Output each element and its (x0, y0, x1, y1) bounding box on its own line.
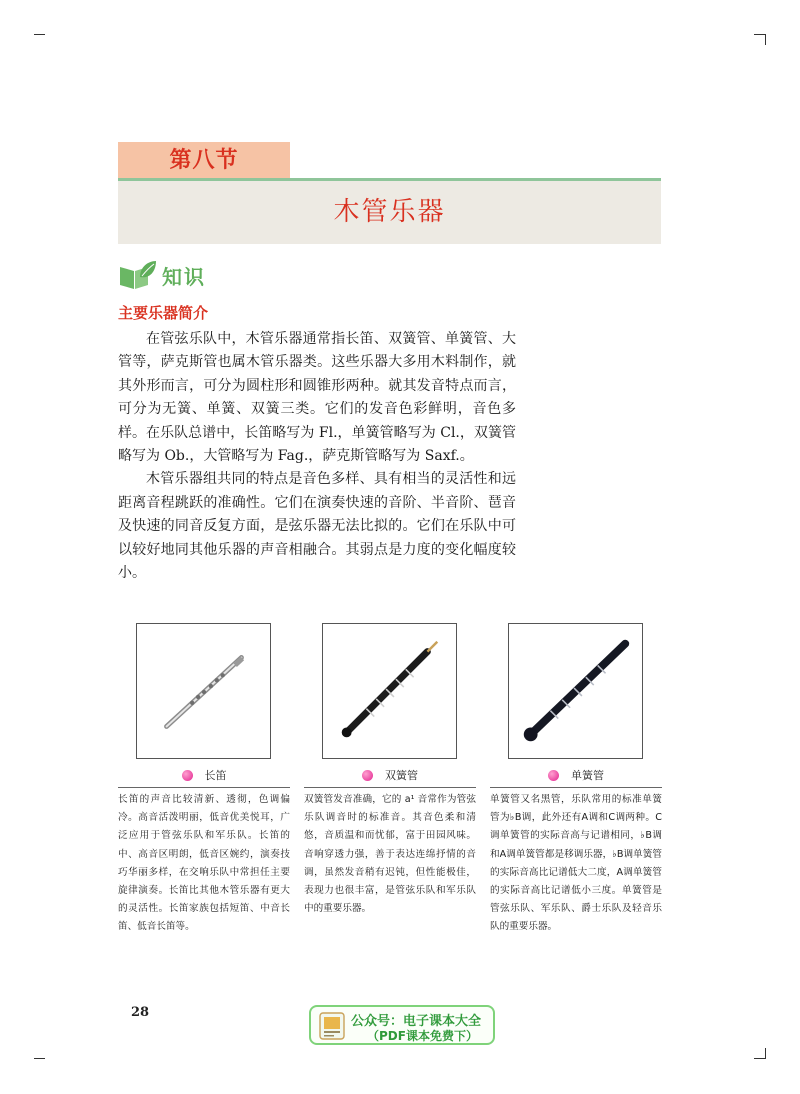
section-number: 第八节 (118, 142, 290, 180)
wechat-book-badge-icon (319, 1012, 345, 1040)
subheading: 主要乐器简介 (118, 304, 209, 322)
crop-mark (34, 34, 45, 35)
caption-label: 单簧管 (571, 769, 604, 782)
paragraph: 在管弦乐队中，木管乐器通常指长笛、双簧管、单簧管、大管等，萨克斯管也属木管乐器类。这些乐器大多用木料制作，就其外形而言，可分为圆柱形和圆锥形两种。就其发音特点而言，可分为无簧、单簧、双簧三类。它们的发音色彩鲜明，音色多样。在乐队总谱中，长笛略写为 Fl.，单簧管略写为 Cl.，双簧管略写为 Ob.，大管略写为 Fag.，萨克斯管略写为 Saxf.。 (118, 331, 516, 465)
page-number: 28 (131, 1005, 150, 1020)
knowledge-heading (118, 258, 206, 292)
paragraph: 木管乐器组共同的特点是音色多样、具有相当的灵活性和远距离音程跳跃的准确性。它们在演奏快速的音阶、半音阶、琶音及快速的同音反复方面，是弦乐器无法比拟的。它们在乐队中可以较好地同其他乐器的声音相融合。其弱点是力度的变化幅度较小。 (118, 471, 516, 582)
caption-label: 长笛 (204, 769, 227, 782)
section-title: 木管乐器 (118, 181, 661, 244)
promo-line-1: 公众号：电子课本大全 (351, 1014, 482, 1029)
caption-rule (490, 787, 662, 788)
clarinet-photo (508, 623, 643, 759)
caption-label: 双簧管 (385, 769, 418, 782)
section-header (118, 142, 661, 244)
oboe-photo (322, 623, 457, 759)
promo-banner (309, 1005, 495, 1045)
knowledge-label: 知识 (162, 264, 206, 289)
bullet-dot-icon (548, 770, 559, 781)
promo-line-2: （PDF课本免费下） (367, 1029, 478, 1043)
flute-photo (136, 623, 271, 759)
body-text (118, 328, 516, 585)
clarinet-description: 单簧管又名黑管，乐队常用的标准单簧管为♭B调，此外还有A调和C调两种。C调单簧管的实际音高与记谱相同，♭B调和A调单簧管都是移调乐器，♭B调单簧管的实际音高比记谱低大二度，A调单簧管的实际音高比记谱低小三度。单簧管是管弦乐队、军乐队、爵士乐队及轻音乐队的重要乐器。 (490, 794, 662, 933)
book-leaf-icon (118, 259, 158, 291)
bullet-dot-icon (362, 770, 373, 781)
crop-mark (34, 1058, 45, 1059)
caption-rule (118, 787, 290, 788)
bullet-dot-icon (182, 770, 193, 781)
caption-rule (304, 787, 476, 788)
caption-flute (118, 766, 290, 784)
caption-oboe (304, 766, 476, 784)
caption-clarinet (490, 766, 662, 784)
crop-mark (765, 34, 766, 45)
oboe-description: 双簧管发音准确，它的 a¹ 音常作为管弦乐队调音时的标准音。其音色柔和清悠，音质温和而忧郁，富于田园风味。音响穿透力强，善于表达连绵抒情的音调，虽然发音稍有迟钝，但性能极佳，表现力也很丰富，是管弦乐队和军乐队中的重要乐器。 (304, 794, 476, 915)
flute-description: 长笛的声音比较清新、透彻，色调偏冷。高音活泼明丽，低音优美悦耳，广泛应用于管弦乐队和军乐队。长笛的中、高音区明朗，低音区婉约，演奏技巧华丽多样，在交响乐队中常担任主要旋律演奏。长笛比其他木管乐器有更大的灵活性。长笛家族包括短笛、中音长笛、低音长笛等。 (118, 794, 290, 933)
crop-mark (765, 1048, 766, 1059)
